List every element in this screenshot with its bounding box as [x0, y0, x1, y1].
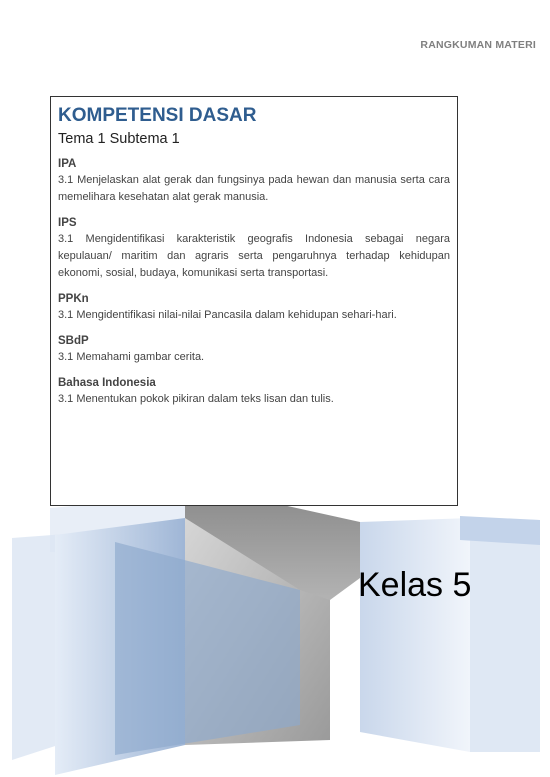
section-text: 3.1 Mengidentifikasi karakteristik geografis Indonesia sebagai negara kepulauan/ maritim dan agraris serta pengaruhnya terhadap kehidupan ekonomi, sosial, budaya, komunikasi serta transportasi. [58, 233, 450, 279]
right-top-strip [460, 516, 540, 545]
section-sbdp [58, 335, 450, 366]
class-label: Kelas 5 [358, 566, 472, 604]
section-text: 3.1 Menentukan pokok pikiran dalam teks lisan dan tulis. [58, 393, 334, 405]
section-text: 3.1 Menjelaskan alat gerak dan fungsinya pada hewan dan manusia serta cara memelihara kesehatan alat gerak manusia. [58, 174, 450, 203]
section-ipa [58, 158, 450, 206]
section-title: PPKn [58, 293, 89, 305]
box-title: KOMPETENSI DASAR [58, 105, 257, 126]
section-text: 3.1 Mengidentifikasi nilai-nilai Pancasila dalam kehidupan sehari-hari. [58, 309, 397, 321]
section-ips [58, 217, 450, 282]
right-blue-panel [360, 518, 470, 752]
running-header: RANGKUMAN MATERI [420, 39, 536, 51]
section-ppkn [58, 293, 450, 324]
section-title: Bahasa Indonesia [58, 377, 156, 389]
section-title: IPS [58, 217, 77, 229]
box-subtitle: Tema 1 Subtema 1 [58, 131, 180, 147]
section-text: 3.1 Memahami gambar cerita. [58, 351, 205, 363]
section-title: SBdP [58, 335, 89, 347]
section-title: IPA [58, 158, 77, 170]
cover-graphic [0, 490, 550, 777]
right-edge-panel [470, 518, 540, 752]
section-bahasa-indonesia [58, 377, 450, 408]
competency-box [50, 96, 458, 506]
